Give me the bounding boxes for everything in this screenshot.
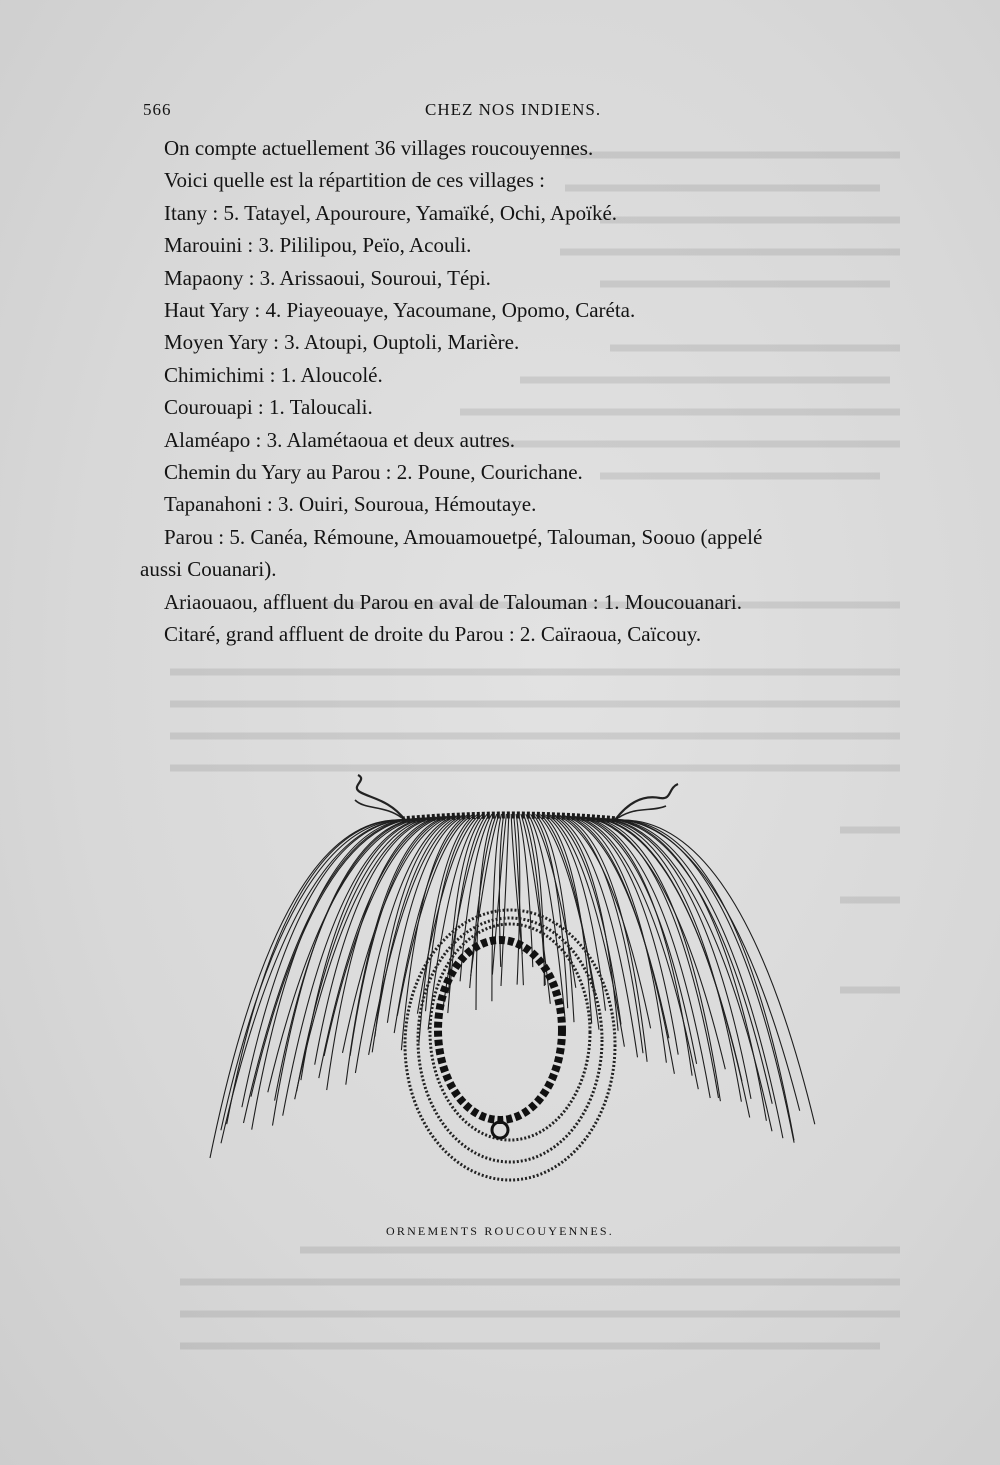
fringe-strand [252,819,414,1130]
fringe-strand [419,815,475,1044]
text-line: Parou : 5. Canéa, Rémoune, Amouamouetpé, Talouman, Soouo (appelé [164,524,763,549]
fringe-strand [589,818,721,1102]
text-line: Citaré, grand affluent de droite du Parou : 2. Caïraoua, Caïcouy. [164,622,702,647]
text-line: Moyen Yary : 3. Atoupi, Ouptoli, Marière. [164,330,520,355]
fringe-strand [596,818,741,1102]
text-line: Chemin du Yary au Parou : 2. Poune, Courichane. [164,460,583,485]
text-line: Tapanahoni : 3. Ouiri, Souroua, Hémoutaye. [164,492,537,517]
ornaments-engraving [190,770,830,1200]
figure-caption: ORNEMENTS ROUCOUYENNES. [386,1224,614,1238]
text-line: Mapaony : 3. Arissaoui, Souroui, Tépi. [164,265,491,290]
fringe-strands [210,814,815,1158]
body-text [140,132,920,651]
text-line: On compte actuellement 36 villages roucouyennes. [164,136,594,160]
bead-necklace-inner [430,924,590,1140]
running-head-title: CHEZ NOS INDIENS. [425,100,602,119]
text-line: Ariaouaou, affluent du Parou en aval de Talouman : 1. Moucouanari. [164,589,743,614]
page-number: 566 [143,100,172,119]
left-tie-cord [357,775,405,820]
text-line: Itany : 5. Tatayel, Apouroure, Yamaïké, Ochi, Apoïké. [164,200,618,225]
fringe-strand [244,819,417,1123]
text-line: Haut Yary : 4. Piayeouaye, Yacoumane, Opomo, Caréta. [164,298,636,323]
running-header [143,100,793,126]
text-line: Marouini : 3. Pililipou, Peïo, Acouli. [164,233,472,258]
fringe-strand [586,817,718,1098]
fringe-strand [346,816,448,1084]
fringe-strand [616,820,794,1141]
text-line: Alaméapo : 3. Alamétaoua et deux autres. [164,427,516,452]
bead-necklace-middle [418,918,602,1162]
text-line: Voici quelle est la répartition de ces villages : [164,168,545,193]
fringe-strand [501,814,509,986]
text-line: aussi Couanari). [140,557,277,582]
text-line: Chimichimi : 1. Aloucolé. [164,362,383,387]
fringe-strand [210,820,402,1158]
fringe-strand [492,814,502,1001]
fringe-strand [221,820,407,1131]
seed-necklace [438,940,562,1120]
pendant [492,1122,508,1138]
fringe-strand [492,814,506,975]
text-line: Courouapi : 1. Taloucali. [164,395,373,420]
